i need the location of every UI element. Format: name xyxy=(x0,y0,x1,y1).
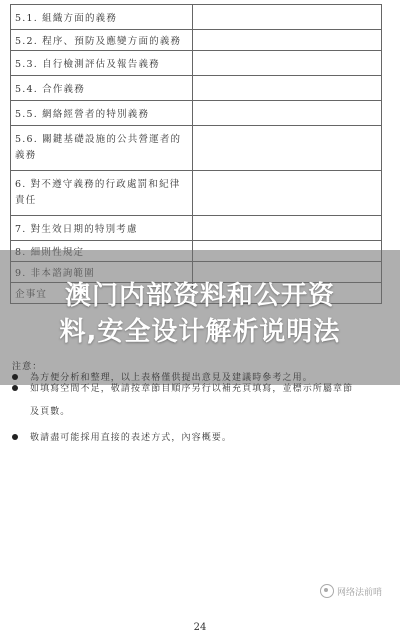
wechat-logo-icon xyxy=(320,584,334,598)
form-row-label: 5.5. 網絡經營者的特別義務 xyxy=(11,101,193,126)
form-row-label: 5.6. 關鍵基礎設施的公共營運者的義務 xyxy=(11,126,193,171)
page-number: 24 xyxy=(193,622,207,633)
note-item-3: 敬請盡可能採用直接的表述方式，內容概要。 xyxy=(30,433,233,443)
note-item-2-line-2: 及頁數。 xyxy=(30,407,71,417)
bullet-icon xyxy=(12,385,18,391)
form-row-answer-cell xyxy=(193,101,382,126)
bullet-icon xyxy=(12,434,18,440)
note-item-1: 為方便分析和整理，以上表格僅供提出意見及建議時參考之用。 xyxy=(30,373,313,383)
form-row-label: 6. 對不遵守義務的行政處罰和紀律責任 xyxy=(11,171,193,216)
watermark-text: 网络法前哨 xyxy=(337,587,383,598)
form-row-label: 5.1. 組織方面的義務 xyxy=(11,5,193,30)
form-row-label: 5.2. 程序、預防及應變方面的義務 xyxy=(11,30,193,51)
watermark xyxy=(320,584,382,598)
form-row-answer-cell xyxy=(193,216,382,241)
form-row-answer-cell xyxy=(193,76,382,101)
headline-line-2: 料,安全设计解析说明法 xyxy=(59,317,341,347)
headline-banner[interactable] xyxy=(0,278,400,350)
headline-line-1: 澳门内部资料和公开资 xyxy=(64,281,335,311)
bullet-icon xyxy=(12,374,18,380)
form-row-answer-cell xyxy=(193,126,382,171)
form-row-label: 5.4. 合作義務 xyxy=(11,76,193,101)
form-row-answer-cell xyxy=(193,51,382,76)
form-row-answer-cell xyxy=(193,5,382,30)
form-row-label: 7. 對生效日期的特別考慮 xyxy=(11,216,193,241)
note-item-2-line-1: 如填寫空間不足，敬請按章節目順序另行以補充頁填寫，並標示所屬章節 xyxy=(30,384,354,394)
form-row-label: 5.3. 自行檢測評估及報告義務 xyxy=(11,51,193,76)
form-row-answer-cell xyxy=(193,171,382,216)
form-row-answer-cell xyxy=(193,30,382,51)
notes-label: 注意： xyxy=(12,362,43,372)
